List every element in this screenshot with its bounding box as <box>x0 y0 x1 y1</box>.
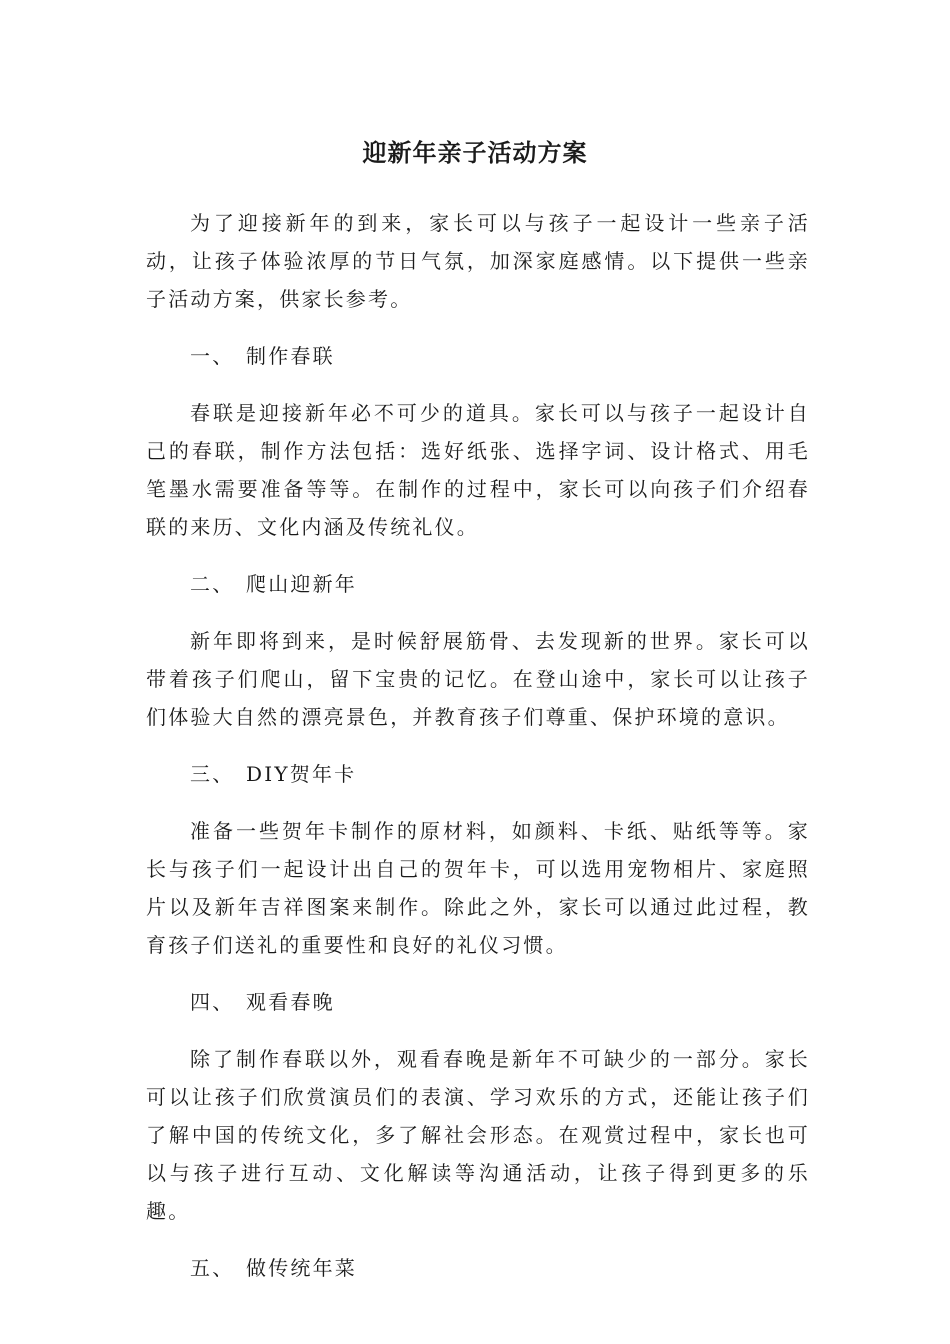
section-number: 一、 <box>190 344 235 368</box>
section-heading-1 <box>146 337 810 375</box>
section-body-4: 除了制作春联以外，观看春晚是新年不可缺少的一部分。家长可以让孩子们欣赏演员们的表演、学习欢乐的方式，还能让孩子们了解中国的传统文化，多了解社会形态。在观赏过程中，家长也可以与孩子进行互动、文化解读等沟通活动，让孩子得到更多的乐趣。 <box>146 1047 810 1223</box>
section-number: 五、 <box>190 1256 235 1280</box>
section-body-1: 春联是迎接新年必不可少的道具。家长可以与孩子一起设计自己的春联，制作方法包括：选好纸张、选择字词、设计格式、用毛笔墨水需要准备等等。在制作的过程中，家长可以向孩子们介绍春联的来历、文化内涵及传统礼仪。 <box>146 401 810 539</box>
document-body <box>146 204 810 1306</box>
section-heading-5 <box>146 1249 810 1287</box>
section-title: 做传统年菜 <box>246 1256 357 1280</box>
section-title: 观看春晚 <box>246 990 335 1014</box>
section-heading-3 <box>146 755 810 793</box>
section-number: 三、 <box>190 762 235 786</box>
section-title: DIY贺年卡 <box>246 762 357 786</box>
section-title: 爬山迎新年 <box>246 572 357 596</box>
document-title: 迎新年亲子活动方案 <box>362 139 588 167</box>
section-body-2: 新年即将到来，是时候舒展筋骨、去发现新的世界。家长可以带着孩子们爬山，留下宝贵的记忆。在登山途中，家长可以让孩子们体验大自然的漂亮景色，并教育孩子们尊重、保护环境的意识。 <box>146 629 810 729</box>
section-heading-2 <box>146 565 810 603</box>
section-title: 制作春联 <box>246 344 335 368</box>
section-number: 二、 <box>190 572 235 596</box>
section-number: 四、 <box>190 990 235 1014</box>
intro-paragraph: 为了迎接新年的到来，家长可以与孩子一起设计一些亲子活动，让孩子体验浓厚的节日气氛，加深家庭感情。以下提供一些亲子活动方案，供家长参考。 <box>146 211 810 311</box>
section-body-3: 准备一些贺年卡制作的原材料，如颜料、卡纸、贴纸等等。家长与孩子们一起设计出自己的贺年卡，可以选用宠物相片、家庭照片以及新年吉祥图案来制作。除此之外，家长可以通过此过程，教育孩子们送礼的重要性和良好的礼仪习惯。 <box>146 819 810 957</box>
section-heading-4 <box>146 983 810 1021</box>
